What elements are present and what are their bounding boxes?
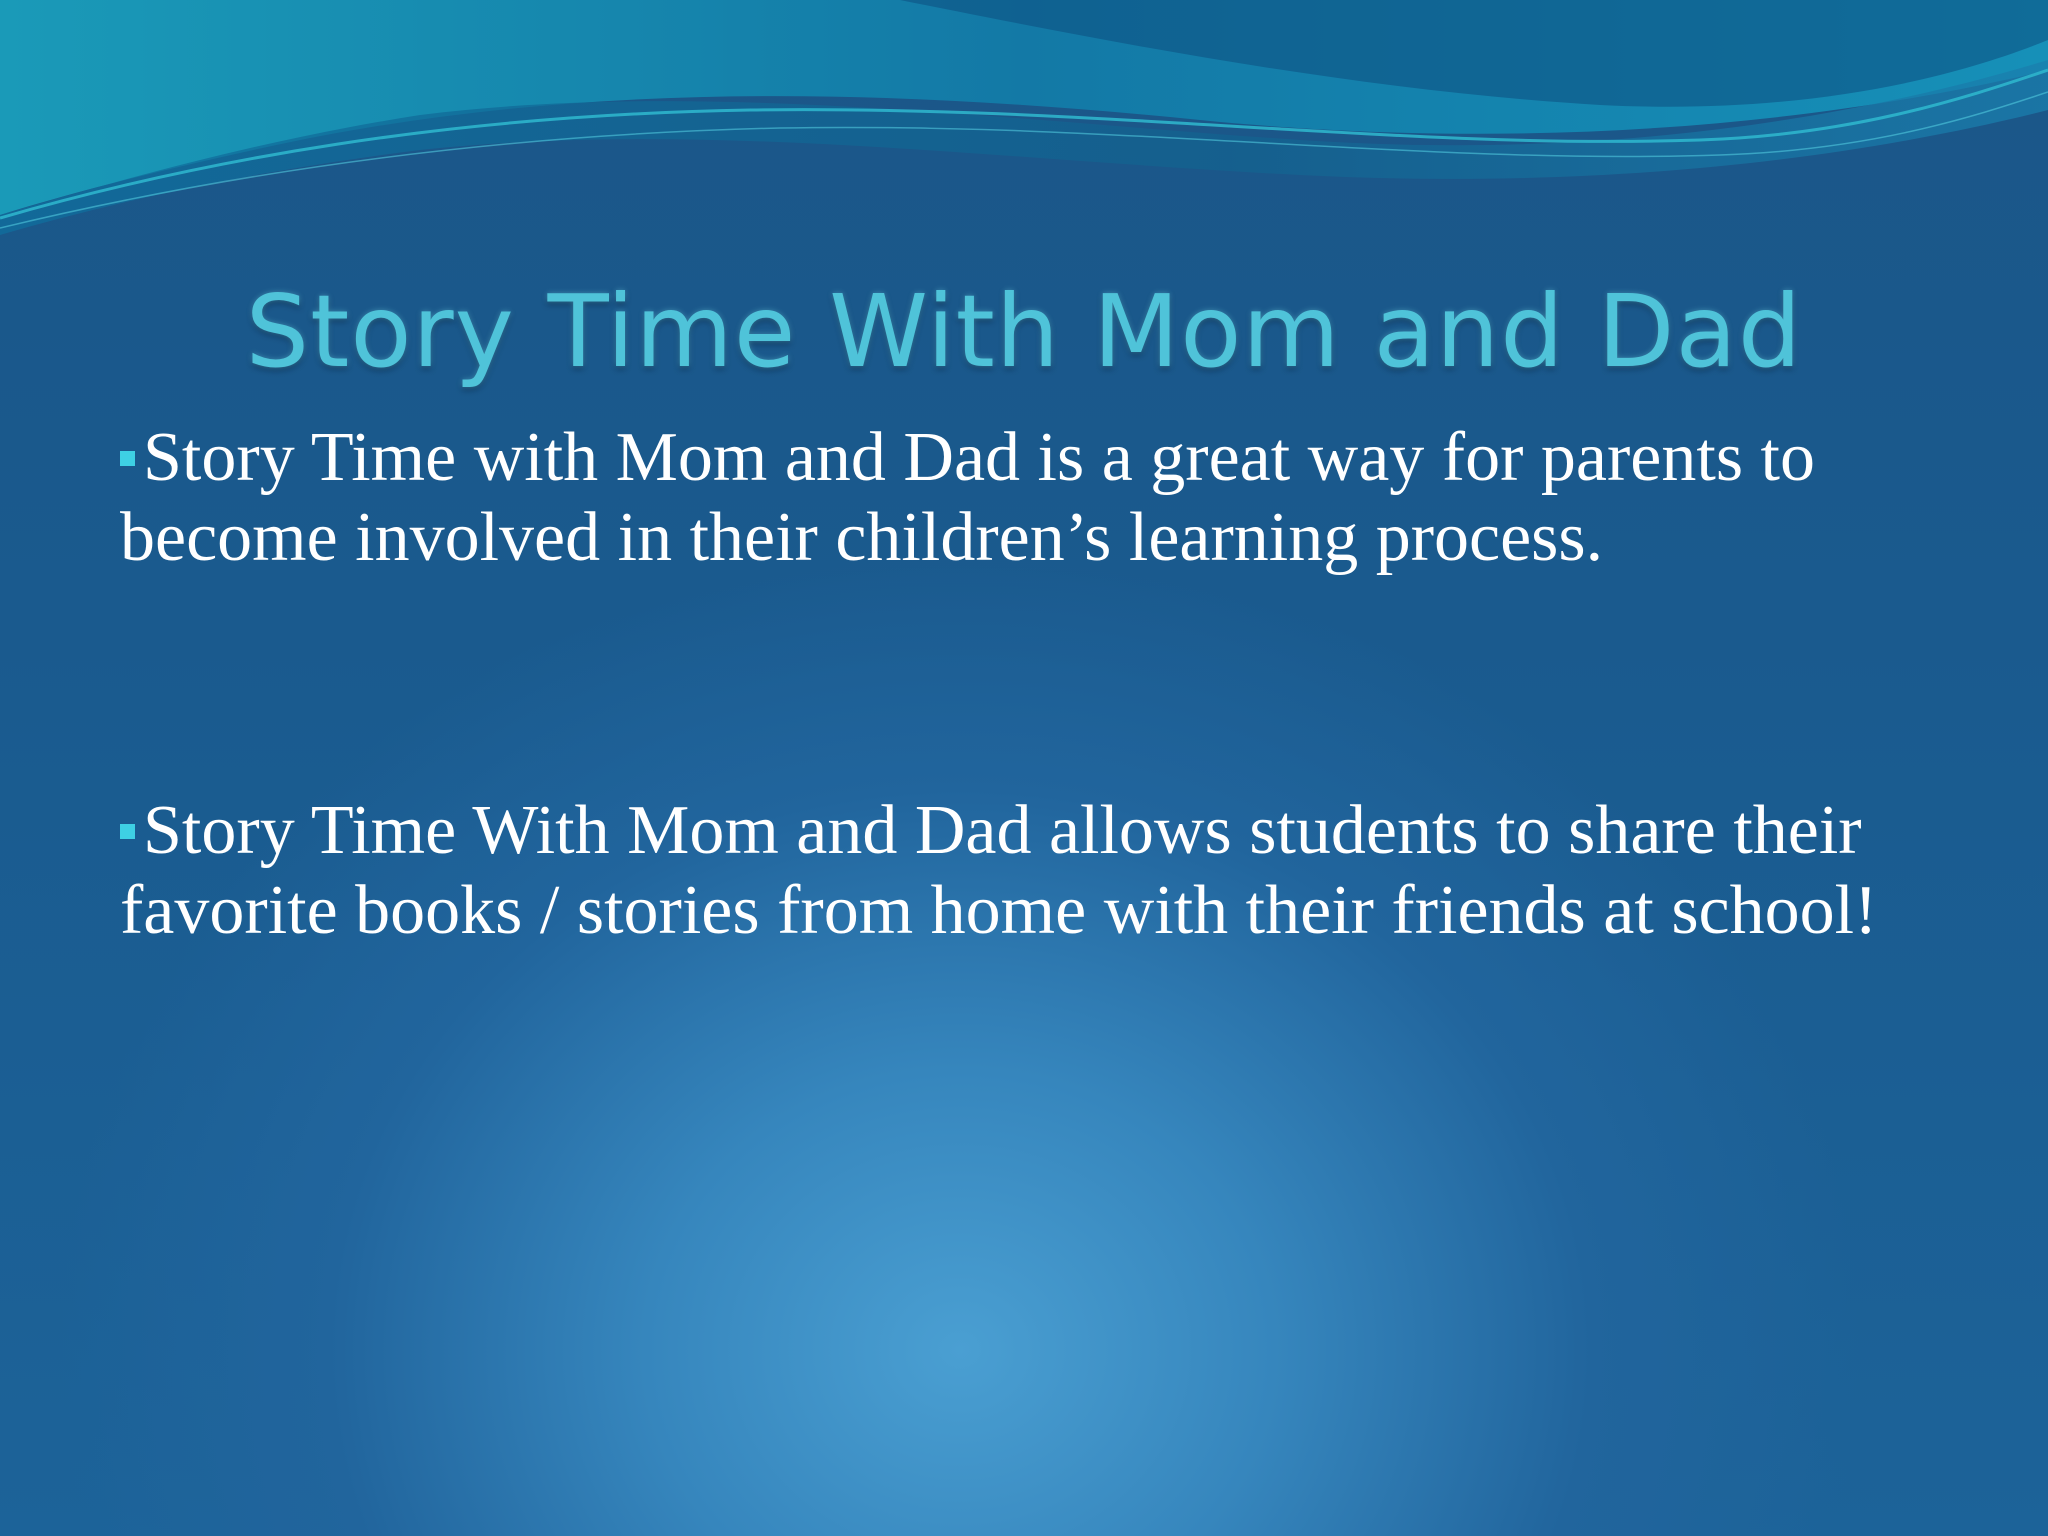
- wave-header-decoration: [0, 0, 2048, 240]
- bullet-text: Story Time With Mom and Dad allows students to share their favorite books / stories from home with their friends at school!: [120, 792, 1878, 949]
- bullet-item: [120, 791, 1900, 951]
- bullet-list: [120, 418, 1900, 951]
- bullet-item: [120, 418, 1900, 578]
- square-bullet-icon: [120, 451, 135, 466]
- bullet-text: Story Time with Mom and Dad is a great way for parents to become involved in their children’s learning process.: [120, 419, 1816, 576]
- square-bullet-icon: [120, 824, 135, 839]
- slide-title: Story Time With Mom and Dad: [245, 273, 1803, 390]
